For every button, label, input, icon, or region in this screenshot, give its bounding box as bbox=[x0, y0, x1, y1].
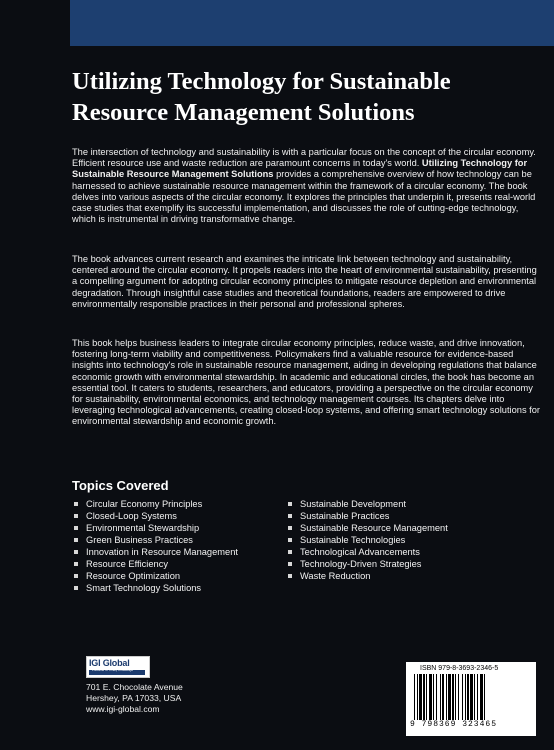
barcode-bar bbox=[474, 674, 475, 720]
publisher-logo-bar bbox=[89, 670, 145, 675]
topic-item bbox=[288, 570, 448, 582]
barcode-bar bbox=[462, 674, 463, 720]
bullet-icon bbox=[74, 514, 78, 518]
topic-label: Sustainable Technologies bbox=[300, 535, 406, 545]
publisher-logo-text: IGI Global bbox=[89, 658, 130, 668]
isbn-label: ISBN 979-8-3693-2346-5 bbox=[420, 665, 499, 672]
publisher-website: www.igi-global.com bbox=[86, 704, 160, 715]
barcode-bar bbox=[433, 674, 434, 720]
barcode-bars bbox=[414, 674, 528, 720]
barcode-bar bbox=[419, 674, 422, 720]
description-paragraph-1 bbox=[72, 147, 542, 225]
topics-list-left bbox=[74, 498, 238, 594]
topics-list-right bbox=[288, 498, 448, 582]
topic-label: Waste Reduction bbox=[300, 571, 371, 581]
barcode-bar bbox=[446, 674, 447, 720]
description-paragraph-2: The book advances current research and examines the intricate link between technology and sustainability, centered around the circular economy. It propels readers into the heart of environmental sustainability, presenting a compelling argument for adopting circular economy principles to mitigate resource depletion and environmental degradation. Through insightful case studies and theoretical foundations, readers are empowered to drive environmentally responsible practices in their personal and professional spheres. bbox=[72, 254, 537, 309]
topic-item bbox=[288, 522, 448, 534]
topic-item bbox=[74, 546, 238, 558]
topics-heading: Topics Covered bbox=[72, 478, 169, 493]
topic-label: Innovation in Resource Management bbox=[86, 547, 238, 557]
barcode-bar bbox=[484, 674, 485, 720]
bullet-icon bbox=[288, 538, 292, 542]
topic-item bbox=[74, 570, 238, 582]
topic-label: Sustainable Practices bbox=[300, 511, 390, 521]
topic-item bbox=[74, 510, 238, 522]
topic-label: Sustainable Development bbox=[300, 499, 406, 509]
topic-item bbox=[288, 498, 448, 510]
topic-item bbox=[74, 498, 238, 510]
barcode-bar bbox=[423, 674, 425, 720]
barcode-bar bbox=[440, 674, 441, 720]
barcode-bar bbox=[417, 674, 418, 720]
barcode-bar bbox=[442, 674, 444, 720]
topic-label: Green Business Practices bbox=[86, 535, 193, 545]
book-title: Utilizing Technology for Sustainable Resource Management Solutions bbox=[72, 68, 451, 126]
barcode-bar bbox=[426, 674, 427, 720]
address-line-1: 701 E. Chocolate Avenue bbox=[86, 682, 183, 692]
topic-item bbox=[288, 558, 448, 570]
publisher-logo bbox=[86, 656, 150, 678]
barcode-bar bbox=[448, 674, 451, 720]
topic-label: Technological Advancements bbox=[300, 547, 420, 557]
topic-label: Environmental Stewardship bbox=[86, 523, 200, 533]
isbn-barcode bbox=[406, 662, 536, 736]
bullet-icon bbox=[288, 514, 292, 518]
topic-label: Circular Economy Principles bbox=[86, 499, 203, 509]
topic-item bbox=[74, 534, 238, 546]
barcode-bar bbox=[470, 674, 473, 720]
barcode-bar bbox=[458, 674, 459, 720]
bullet-icon bbox=[74, 586, 78, 590]
bullet-icon bbox=[288, 562, 292, 566]
bullet-icon bbox=[288, 550, 292, 554]
barcode-bar bbox=[467, 674, 469, 720]
top-color-band bbox=[70, 0, 554, 46]
barcode-bar bbox=[452, 674, 454, 720]
topic-label: Smart Technology Solutions bbox=[86, 583, 202, 593]
topic-label: Closed-Loop Systems bbox=[86, 511, 177, 521]
bullet-icon bbox=[74, 550, 78, 554]
bullet-icon bbox=[74, 562, 78, 566]
bullet-icon bbox=[74, 574, 78, 578]
barcode-bar bbox=[429, 674, 432, 720]
bullet-icon bbox=[288, 574, 292, 578]
bullet-icon bbox=[74, 502, 78, 506]
barcode-bar bbox=[480, 674, 483, 720]
barcode-digits: 9 798369 323465 bbox=[410, 720, 498, 729]
topic-item bbox=[288, 534, 448, 546]
address-line-2: Hershey, PA 17033, USA bbox=[86, 693, 182, 704]
topic-item bbox=[288, 546, 448, 558]
description-paragraph-3: This book helps business leaders to integrate circular economy principles, reduce waste, and drive innovation, fostering long-term viability and competitiveness. Policymakers find a valuable resource for evidence-based insights into technology's role in sustainable resource management, aiding in developing regulations that balance economic growth with environmental stewardship. In academic and educational circles, the book has become an essential tool. It caters to students, researchers, and educators, providing a perspective on the circular economy for sustainability, environmental economics, and technology management courses. Its chapters delve into leveraging technological advancements, creating closed-loop systems, and offering smart technology solutions for environmental stewardship and economic growth. bbox=[72, 338, 541, 427]
description-book-title: Utilizing Technology for Sustainable Resource Management Solutions bbox=[72, 158, 528, 180]
publisher-logo-tagline: Publisher of Timely Knowledge bbox=[92, 668, 134, 672]
topic-label: Sustainable Resource Management bbox=[300, 523, 448, 533]
barcode-bar bbox=[414, 674, 415, 720]
barcode-bar bbox=[465, 674, 466, 720]
bullet-icon bbox=[288, 526, 292, 530]
description-text: provides a comprehensive overview of how technology can be harnessed to achieve sustainable resource management within the framework of a circular economy. The book delves into various aspects of the circular economy. It explores the principles that underpin it, presents real-world case studies that exemplify its successful implementation, and discusses the role of cutting-edge technology, which is instrumental in driving transformative change. bbox=[72, 169, 536, 225]
barcode-bar bbox=[477, 674, 478, 720]
bullet-icon bbox=[74, 526, 78, 530]
bullet-icon bbox=[74, 538, 78, 542]
topic-item bbox=[74, 558, 238, 570]
topic-item bbox=[74, 582, 238, 594]
topic-label: Resource Efficiency bbox=[86, 559, 168, 569]
barcode-bar bbox=[455, 674, 456, 720]
topic-item bbox=[74, 522, 238, 534]
barcode-bar bbox=[436, 674, 437, 720]
publisher-address bbox=[86, 682, 183, 716]
description-text: The intersection of technology and sustainability is with a particular focus on the concept of the circular economy. Efficient resource use and waste reduction are paramount concerns in today's world. bbox=[72, 147, 536, 169]
bullet-icon bbox=[288, 502, 292, 506]
topic-item bbox=[288, 510, 448, 522]
topic-label: Technology-Driven Strategies bbox=[300, 559, 422, 569]
topic-label: Resource Optimization bbox=[86, 571, 181, 581]
